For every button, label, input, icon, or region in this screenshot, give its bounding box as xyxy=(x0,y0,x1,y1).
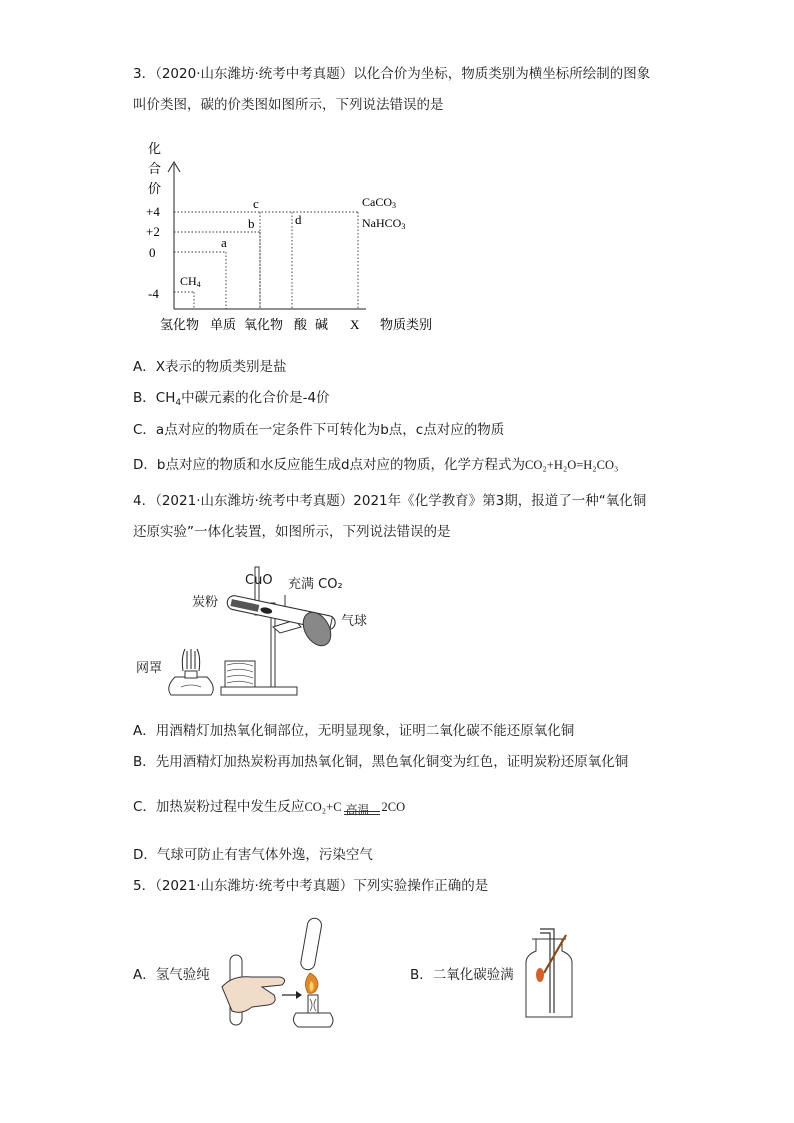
wood-block xyxy=(225,661,255,687)
alcohol-lamp-with-net xyxy=(169,649,214,695)
x-cat-element: 单质 xyxy=(210,318,237,333)
q3-option-c: C．a点对应的物质在一定条件下可转化为b点，c点对应的物质 xyxy=(133,422,505,438)
hand xyxy=(222,977,285,1013)
splint-flame xyxy=(536,968,544,982)
label-charcoal: 炭粉 xyxy=(192,595,219,610)
point-b: b xyxy=(248,216,255,231)
q5-option-a: A．氢气验纯 xyxy=(133,967,210,983)
q3-option-b: B．$CH_4$中碳元素的化合价是-4价 xyxy=(133,390,330,408)
q3-option-a: A．X表示的物质类别是盐 xyxy=(133,359,287,375)
y-tick-plus4: +4 xyxy=(146,204,160,219)
move-arrow-head xyxy=(296,991,302,999)
x-cat-acid: 酸 xyxy=(294,318,308,333)
y-tick-plus2: +2 xyxy=(146,224,160,239)
label-net: 网罩 xyxy=(136,661,163,676)
y-axis-char-3: 价 xyxy=(148,182,162,197)
co2-full-test-figure xyxy=(520,925,590,1020)
annotation-nahco3: NaHCO3 xyxy=(362,216,406,231)
q4-stem-line2: 还原实验”一体化装置，如图所示，下列说法错误的是 xyxy=(133,524,451,540)
y-tick-minus4: -4 xyxy=(148,286,159,301)
point-c-label: c xyxy=(253,196,259,211)
annotation-caco3: CaCO3 xyxy=(362,195,396,210)
hydrogen-purity-test-figure xyxy=(212,915,352,1030)
q3-option-d: D．b点对应的物质和水反应能生成d点对应的物质，化学方程式为CO₂+H₂O=H₂CO₃ xyxy=(133,457,619,473)
q4-stem-line1: 4．（2021·山东潍坊·统考中考真题）2021年《化学教育》第3期，报道了一种“氧化铜 xyxy=(133,493,647,509)
point-d: d xyxy=(295,212,302,227)
point-ch4: CH4 xyxy=(180,274,201,289)
q4-option-c: C．加热炭粉过程中发生反应CO₂+C 高温 2CO xyxy=(133,799,406,817)
point-a: a xyxy=(221,235,227,250)
y-axis-char-2: 合 xyxy=(148,162,162,177)
lamp-wick-holder xyxy=(308,995,318,1013)
inverted-tube xyxy=(300,917,323,971)
label-balloon: 气球 xyxy=(341,614,368,629)
q4-option-d: D．气球可防止有害气体外逸，污染空气 xyxy=(133,847,373,863)
x-axis-title: 物质类别 xyxy=(380,318,433,333)
y-tick-0: 0 xyxy=(149,245,156,260)
label-co2: 充满 CO₂ xyxy=(288,577,343,592)
q5-stem: 5．（2021·山东潍坊·统考中考真题）下列实验操作正确的是 xyxy=(133,878,489,894)
x-cat-oxide: 氧化物 xyxy=(244,318,284,333)
valence-category-chart xyxy=(140,136,460,336)
q5-option-b: B．二氧化碳验满 xyxy=(410,967,514,983)
x-cat-hydride: 氢化物 xyxy=(160,318,200,333)
stand-base xyxy=(221,687,297,695)
x-cat-base: 碱 xyxy=(315,318,329,333)
q4-option-a: A．用酒精灯加热氧化铜部位，无明显现象，证明二氧化碳不能还原氧化铜 xyxy=(133,723,575,739)
gas-bottle xyxy=(526,939,572,1017)
q3-stem-line1: 3．（2020·山东潍坊·统考中考真题）以化合价为坐标，物质类别为横坐标所绘制的图象 xyxy=(133,66,651,82)
x-cat-x: X xyxy=(350,317,360,332)
y-axis-char-1: 化 xyxy=(148,142,162,157)
label-cuo: CuO xyxy=(245,573,273,588)
q4-option-b: B．先用酒精灯加热炭粉再加热氧化铜，黑色氧化铜变为红色，证明炭粉还原氧化铜 xyxy=(133,754,629,770)
alcohol-lamp xyxy=(293,1013,333,1027)
q3-stem-line2: 叫价类图，碳的价类图如图所示，下列说法错误的是 xyxy=(133,97,444,113)
